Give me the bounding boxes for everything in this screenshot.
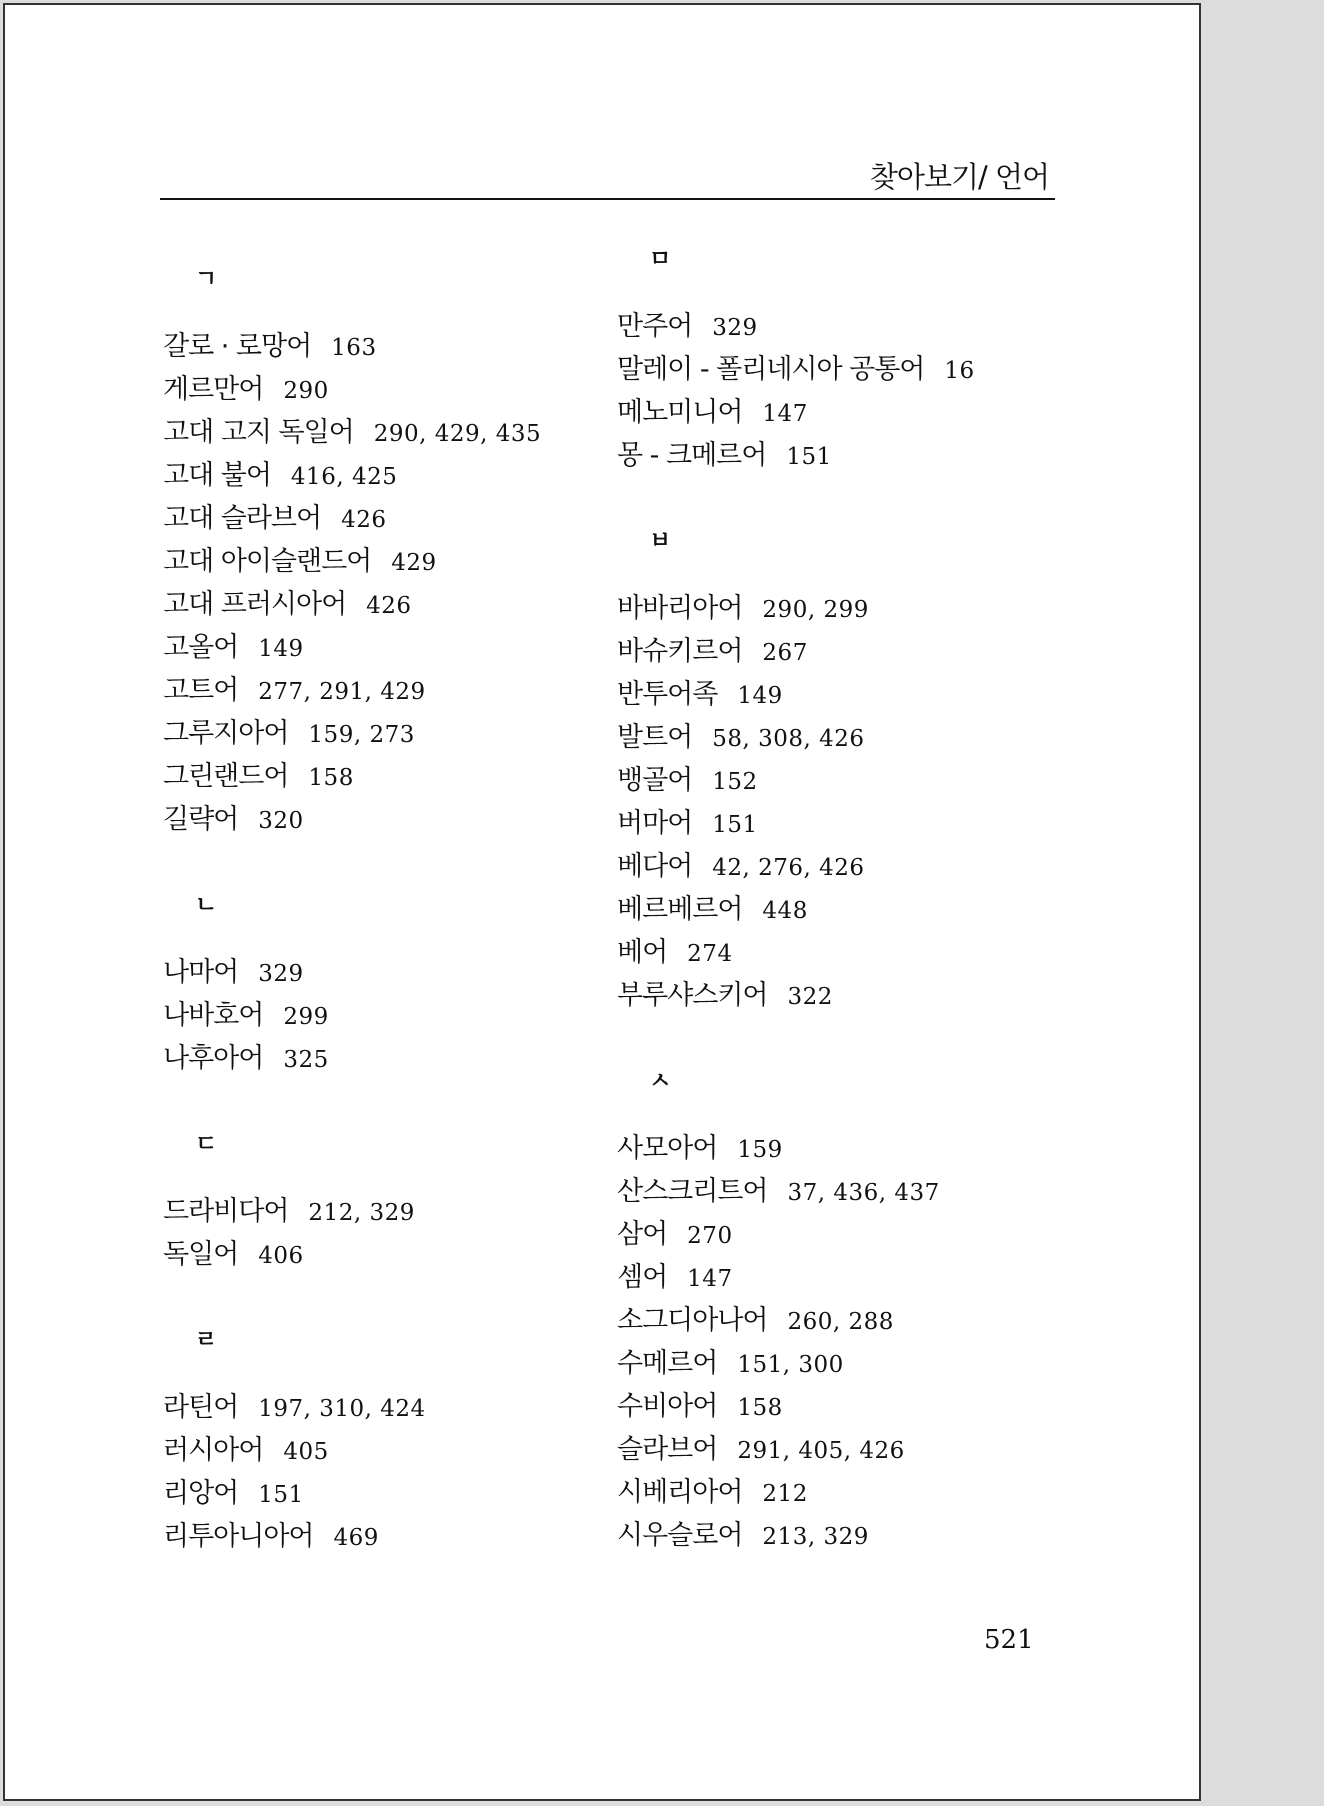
index-section <box>617 525 975 1017</box>
index-entry <box>617 974 975 1017</box>
index-entry <box>163 325 541 368</box>
entry-term: 뱅골어 <box>617 765 693 796</box>
entry-pages: 320 <box>258 808 304 834</box>
entry-pages: 212, 329 <box>308 1200 415 1226</box>
entry-term: 베르베르어 <box>617 894 743 925</box>
index-entry <box>163 669 541 712</box>
section-letter: ㄷ <box>195 1131 218 1157</box>
entry-term: 수메르어 <box>617 1348 718 1379</box>
index-entry <box>163 755 541 798</box>
index-entry <box>617 434 975 477</box>
section-letter: ㅁ <box>649 246 672 272</box>
index-entry <box>617 716 975 759</box>
index-section <box>163 889 541 1080</box>
entry-pages: 151, 300 <box>737 1352 844 1378</box>
index-entry <box>617 802 975 845</box>
index-entry <box>617 931 975 974</box>
entry-term: 고올어 <box>163 632 239 663</box>
entry-pages: 42, 276, 426 <box>712 855 865 881</box>
entry-term: 말레이 - 폴리네시아 공통어 <box>617 354 925 385</box>
entry-pages: 329 <box>258 961 304 987</box>
index-entry <box>617 1256 975 1299</box>
index-entry <box>163 1190 541 1233</box>
entry-term: 고대 고지 독일어 <box>163 417 354 448</box>
entry-pages: 149 <box>737 683 783 709</box>
entry-term: 반투어족 <box>617 679 718 710</box>
running-header: 찾아보기/ 언어 <box>869 160 1049 194</box>
entry-pages: 426 <box>366 593 412 619</box>
entry-term: 리투아니아어 <box>163 1521 314 1552</box>
entry-pages: 58, 308, 426 <box>712 726 865 752</box>
entry-pages: 16 <box>944 358 975 384</box>
section-letter: ㄴ <box>195 892 218 918</box>
index-entry <box>617 673 975 716</box>
entry-term: 그린랜드어 <box>163 761 289 792</box>
index-entry <box>163 1515 541 1558</box>
entry-pages: 260, 288 <box>787 1309 894 1335</box>
entry-term: 길략어 <box>163 804 239 835</box>
entry-pages: 290, 299 <box>762 597 869 623</box>
entry-term: 만주어 <box>617 311 693 342</box>
entry-pages: 469 <box>333 1525 379 1551</box>
index-section <box>617 1065 975 1557</box>
section-letter: ㄹ <box>195 1327 218 1353</box>
index-entry <box>163 411 541 454</box>
entry-term: 그루지아어 <box>163 718 289 749</box>
section-letter: ㄱ <box>195 266 218 292</box>
entry-term: 고대 불어 <box>163 460 271 491</box>
index-entry <box>163 583 541 626</box>
index-entry <box>163 1429 541 1472</box>
entry-pages: 322 <box>787 984 833 1010</box>
index-entry <box>163 712 541 755</box>
section-letter: ㅂ <box>649 528 672 554</box>
entry-term: 고대 프러시아어 <box>163 589 347 620</box>
index-column-right <box>617 243 975 1557</box>
entry-pages: 429 <box>391 550 437 576</box>
index-entry <box>163 798 541 841</box>
entry-term: 나바호어 <box>163 1000 264 1031</box>
entry-term: 수비아어 <box>617 1391 718 1422</box>
entry-pages: 147 <box>687 1266 733 1292</box>
entry-term: 산스크리트어 <box>617 1176 768 1207</box>
entry-pages: 267 <box>762 640 808 666</box>
entry-term: 독일어 <box>163 1239 239 1270</box>
entry-pages: 212 <box>762 1481 808 1507</box>
index-entry <box>617 759 975 802</box>
index-entry <box>163 1037 541 1080</box>
entry-pages: 159, 273 <box>308 722 415 748</box>
entry-pages: 325 <box>283 1047 329 1073</box>
entry-term: 고트어 <box>163 675 239 706</box>
entry-term: 사모아어 <box>617 1133 718 1164</box>
index-entry <box>163 994 541 1037</box>
entry-term: 시베리아어 <box>617 1477 743 1508</box>
entry-pages: 277, 291, 429 <box>258 679 426 705</box>
section-letter: ㅅ <box>649 1068 672 1094</box>
entry-pages: 290 <box>283 378 329 404</box>
entry-pages: 213, 329 <box>762 1524 869 1550</box>
entry-term: 바바리아어 <box>617 593 743 624</box>
index-entry <box>617 348 975 391</box>
document-page <box>3 3 1201 1801</box>
index-entry <box>617 1342 975 1385</box>
entry-pages: 151 <box>712 812 758 838</box>
index-section <box>163 1128 541 1276</box>
entry-pages: 274 <box>687 941 733 967</box>
entry-pages: 426 <box>341 507 387 533</box>
header-rule <box>160 198 1055 200</box>
entry-pages: 149 <box>258 636 304 662</box>
entry-term: 드라비다어 <box>163 1196 289 1227</box>
entry-term: 시우슬로어 <box>617 1520 743 1551</box>
entry-term: 소그디아나어 <box>617 1305 768 1336</box>
index-section <box>163 263 541 841</box>
entry-pages: 151 <box>258 1482 304 1508</box>
index-entry <box>163 368 541 411</box>
entry-term: 슬라브어 <box>617 1434 718 1465</box>
entry-pages: 152 <box>712 769 758 795</box>
index-entry <box>617 587 975 630</box>
entry-term: 메노미니어 <box>617 397 743 428</box>
index-entry <box>617 1213 975 1256</box>
page-number: 521 <box>984 1625 1034 1655</box>
entry-term: 고대 슬라브어 <box>163 503 322 534</box>
entry-pages: 151 <box>786 444 832 470</box>
entry-term: 부루샤스키어 <box>617 980 768 1011</box>
entry-pages: 270 <box>687 1223 733 1249</box>
index-entry <box>163 1233 541 1276</box>
index-entry <box>617 1127 975 1170</box>
index-entry <box>617 1170 975 1213</box>
entry-pages: 448 <box>762 898 808 924</box>
index-entry <box>617 1299 975 1342</box>
entry-term: 리앙어 <box>163 1478 239 1509</box>
index-entry <box>163 540 541 583</box>
entry-term: 버마어 <box>617 808 693 839</box>
entry-pages: 416, 425 <box>290 464 398 490</box>
index-entry <box>617 1514 975 1557</box>
entry-pages: 329 <box>712 315 758 341</box>
index-column-left <box>163 263 541 1558</box>
entry-pages: 158 <box>308 765 354 791</box>
entry-term: 삼어 <box>617 1219 668 1250</box>
index-entry <box>617 845 975 888</box>
entry-term: 나후아어 <box>163 1043 264 1074</box>
entry-pages: 406 <box>258 1243 304 1269</box>
index-entry <box>163 1472 541 1515</box>
entry-term: 발트어 <box>617 722 693 753</box>
index-entry <box>617 630 975 673</box>
index-entry <box>617 391 975 434</box>
index-section <box>163 1324 541 1558</box>
entry-term: 베다어 <box>617 851 693 882</box>
entry-pages: 159 <box>737 1137 783 1163</box>
entry-pages: 37, 436, 437 <box>787 1180 940 1206</box>
index-entry <box>617 305 975 348</box>
entry-term: 몽 - 크메르어 <box>617 440 767 471</box>
entry-pages: 158 <box>737 1395 783 1421</box>
index-entry <box>617 888 975 931</box>
index-entry <box>617 1385 975 1428</box>
index-entry <box>163 454 541 497</box>
entry-pages: 299 <box>283 1004 329 1030</box>
entry-pages: 291, 405, 426 <box>737 1438 905 1464</box>
entry-pages: 290, 429, 435 <box>373 421 542 447</box>
index-entry <box>163 626 541 669</box>
entry-term: 갈로 · 로망어 <box>163 331 312 362</box>
index-entry <box>163 951 541 994</box>
entry-term: 베어 <box>617 937 668 968</box>
entry-term: 러시아어 <box>163 1435 264 1466</box>
index-entry <box>617 1428 975 1471</box>
entry-term: 셈어 <box>617 1262 668 1293</box>
entry-pages: 147 <box>762 401 808 427</box>
entry-pages: 405 <box>283 1439 329 1465</box>
entry-term: 나마어 <box>163 957 239 988</box>
entry-term: 바슈키르어 <box>617 636 743 667</box>
index-section <box>617 243 975 477</box>
index-entry <box>163 497 541 540</box>
entry-term: 게르만어 <box>163 374 264 405</box>
entry-term: 라틴어 <box>163 1392 239 1423</box>
entry-pages: 197, 310, 424 <box>258 1396 426 1422</box>
entry-pages: 163 <box>331 335 377 361</box>
entry-term: 고대 아이슬랜드어 <box>163 546 372 577</box>
index-entry <box>163 1386 541 1429</box>
index-entry <box>617 1471 975 1514</box>
